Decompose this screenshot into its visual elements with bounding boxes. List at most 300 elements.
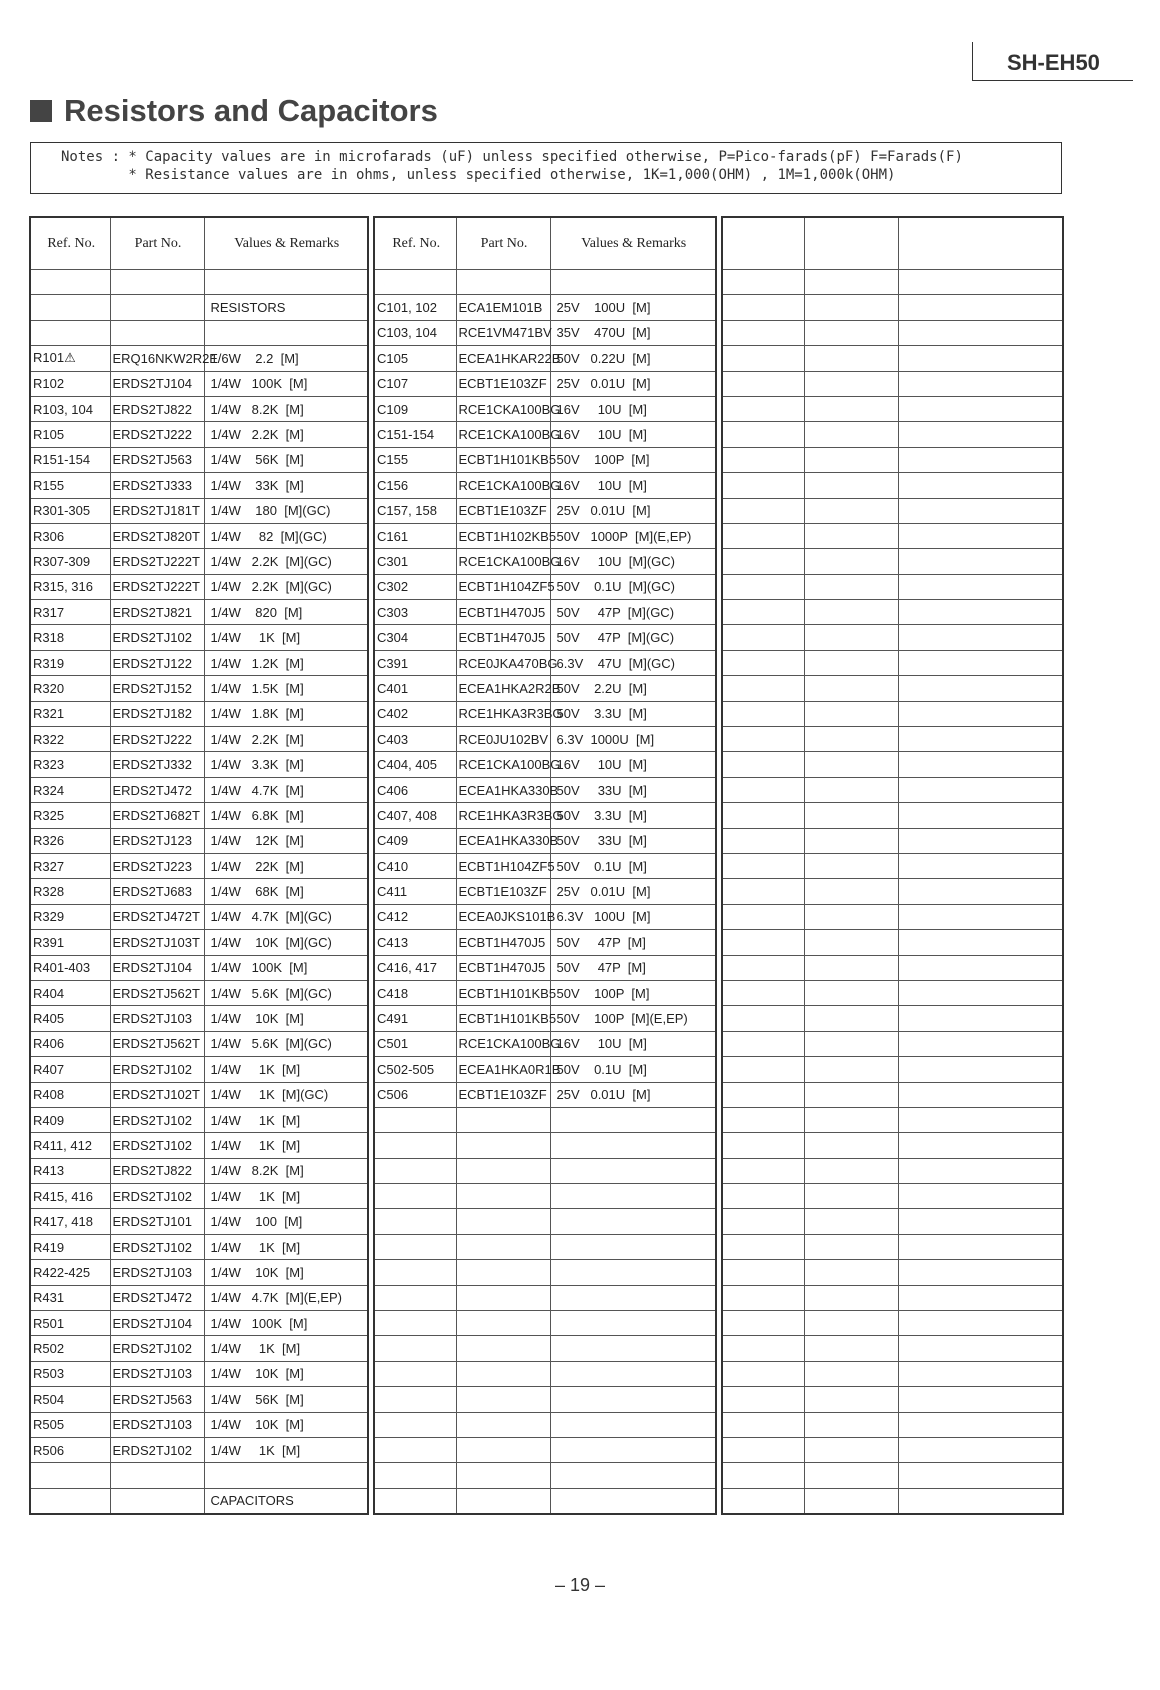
ref-no-cell — [722, 980, 804, 1005]
ref-no-cell: R105 — [30, 422, 110, 447]
values-remarks-cell: 25V 0.01U [M] — [550, 498, 716, 523]
values-remarks-cell: 1/4W 10K [M] — [204, 1361, 368, 1386]
ref-no-cell: C411 — [374, 879, 456, 904]
part-no-cell: ERDS2TJ182 — [110, 701, 204, 726]
values-remarks-cell — [898, 1184, 1063, 1209]
values-remarks-cell: 1/4W 100 [M] — [204, 1209, 368, 1234]
values-remarks-cell: 1/4W 2.2K [M] — [204, 422, 368, 447]
table-row — [722, 1082, 1063, 1107]
table-row — [374, 828, 716, 853]
parts-table-1 — [29, 216, 369, 1515]
table-row — [30, 447, 368, 472]
page-title: Resistors and Capacitors — [64, 93, 438, 128]
table-row — [722, 1463, 1063, 1488]
part-no-cell: ERDS2TJ472 — [110, 777, 204, 802]
part-no-cell: ERDS2TJ472T — [110, 904, 204, 929]
part-no-cell — [804, 523, 898, 548]
values-remarks-cell — [204, 320, 368, 345]
ref-no-cell: R323 — [30, 752, 110, 777]
part-no-cell — [110, 320, 204, 345]
values-remarks-cell: 16V 10U [M](GC) — [550, 549, 716, 574]
table-row — [722, 828, 1063, 853]
ref-no-cell: R306 — [30, 523, 110, 548]
table-row — [722, 1437, 1063, 1462]
values-remarks-cell: 1/4W 82 [M](GC) — [204, 523, 368, 548]
part-no-cell: ECBT1E103ZF — [456, 1082, 550, 1107]
ref-no-cell — [722, 1082, 804, 1107]
table-row — [374, 422, 716, 447]
values-remarks-cell — [898, 980, 1063, 1005]
values-remarks-cell: 1/4W 56K [M] — [204, 1387, 368, 1412]
ref-no-cell — [722, 447, 804, 472]
table-row — [374, 1107, 716, 1132]
part-no-cell: ECBT1H102KB5 — [456, 523, 550, 548]
values-remarks-cell: 35V 470U [M] — [550, 320, 716, 345]
ref-no-cell: C109 — [374, 396, 456, 421]
table-row — [374, 1361, 716, 1386]
part-no-cell — [804, 473, 898, 498]
part-no-cell — [456, 1285, 550, 1310]
part-no-cell — [804, 600, 898, 625]
ref-no-cell: R321 — [30, 701, 110, 726]
values-remarks-cell: 1/4W 4.7K [M](E,EP) — [204, 1285, 368, 1310]
table-row — [374, 1031, 716, 1056]
values-remarks-cell: 50V 100P [M] — [550, 447, 716, 472]
table-row — [374, 346, 716, 371]
table-row — [30, 752, 368, 777]
ref-no-cell — [722, 320, 804, 345]
ref-no-cell — [374, 1260, 456, 1285]
values-remarks-cell: 1/4W 1K [M](GC) — [204, 1082, 368, 1107]
table-row — [30, 1361, 368, 1386]
ref-no-cell — [722, 1285, 804, 1310]
ref-no-cell — [374, 270, 456, 295]
values-remarks-cell — [898, 422, 1063, 447]
table-row — [374, 879, 716, 904]
table-row — [722, 346, 1063, 371]
values-remarks-cell: 50V 3.3U [M] — [550, 803, 716, 828]
values-remarks-cell — [898, 1336, 1063, 1361]
ref-no-cell: C502-505 — [374, 1057, 456, 1082]
values-remarks-cell: 1/4W 33K [M] — [204, 473, 368, 498]
values-remarks-cell — [898, 955, 1063, 980]
part-no-cell: ERDS2TJ102 — [110, 1057, 204, 1082]
ref-no-cell: R315, 316 — [30, 574, 110, 599]
values-remarks-cell: 1/4W 100K [M] — [204, 1311, 368, 1336]
ref-no-cell — [722, 574, 804, 599]
values-remarks-cell — [898, 1209, 1063, 1234]
values-remarks-cell: 50V 47P [M] — [550, 955, 716, 980]
table-row — [30, 574, 368, 599]
ref-no-cell — [722, 1387, 804, 1412]
section-title — [30, 90, 438, 132]
ref-no-cell — [374, 1209, 456, 1234]
ref-no-cell: C407, 408 — [374, 803, 456, 828]
table-row — [722, 1057, 1063, 1082]
table-row — [30, 295, 368, 320]
table-row — [30, 1336, 368, 1361]
part-no-cell: RCE1VM471BV — [456, 320, 550, 345]
ref-no-cell — [722, 422, 804, 447]
ref-no-cell: C416, 417 — [374, 955, 456, 980]
ref-no-cell — [374, 1234, 456, 1259]
table-row — [374, 1082, 716, 1107]
values-remarks-cell: 50V 47P [M] — [550, 930, 716, 955]
values-remarks-cell: 1/4W 2.2K [M] — [204, 727, 368, 752]
ref-no-cell — [722, 498, 804, 523]
values-remarks-cell — [898, 295, 1063, 320]
part-no-cell — [456, 1463, 550, 1488]
values-remarks-cell: 1/4W 10K [M] — [204, 1006, 368, 1031]
table-row — [374, 803, 716, 828]
table-row — [374, 1184, 716, 1209]
ref-no-cell — [722, 955, 804, 980]
part-no-cell: ERDS2TJ563 — [110, 447, 204, 472]
ref-no-cell: C409 — [374, 828, 456, 853]
values-remarks-cell: 50V 47P [M](GC) — [550, 600, 716, 625]
part-no-cell — [804, 1311, 898, 1336]
ref-no-cell — [722, 1260, 804, 1285]
ref-no-cell: C501 — [374, 1031, 456, 1056]
ref-no-cell: C406 — [374, 777, 456, 802]
table-row — [722, 473, 1063, 498]
ref-no-cell — [722, 853, 804, 878]
values-remarks-cell — [898, 650, 1063, 675]
table-row — [722, 752, 1063, 777]
ref-no-cell — [722, 523, 804, 548]
values-remarks-cell: 1/4W 1K [M] — [204, 1234, 368, 1259]
table-row — [374, 904, 716, 929]
table-row — [374, 930, 716, 955]
ref-no-cell — [374, 1285, 456, 1310]
values-remarks-cell — [898, 270, 1063, 295]
header-row — [30, 217, 368, 270]
values-remarks-cell — [898, 549, 1063, 574]
table-row — [722, 955, 1063, 980]
note-resistance: * Resistance values are in ohms, unless specified otherwise, 1K=1,000(OHM) , 1M=1,000k(OHM) — [61, 167, 896, 183]
values-remarks-cell — [898, 777, 1063, 802]
ref-no-cell: R419 — [30, 1234, 110, 1259]
table-row — [374, 1488, 716, 1514]
values-remarks-cell: 50V 0.1U [M] — [550, 853, 716, 878]
table-row — [722, 879, 1063, 904]
table-row — [374, 371, 716, 396]
col-part-no: Part No. — [456, 217, 550, 270]
part-no-cell — [804, 549, 898, 574]
values-remarks-cell: 50V 0.1U [M] — [550, 1057, 716, 1082]
ref-no-cell — [722, 1057, 804, 1082]
ref-no-cell: C302 — [374, 574, 456, 599]
values-remarks-cell: 25V 0.01U [M] — [550, 371, 716, 396]
ref-no-cell — [722, 1107, 804, 1132]
values-remarks-cell: 50V 100P [M] — [550, 980, 716, 1005]
values-remarks-cell: 1/4W 5.6K [M](GC) — [204, 980, 368, 1005]
values-remarks-cell: 1/4W 100K [M] — [204, 371, 368, 396]
part-no-cell — [456, 1209, 550, 1234]
table-row — [722, 1412, 1063, 1437]
values-remarks-cell: 16V 10U [M] — [550, 396, 716, 421]
ref-no-cell: R155 — [30, 473, 110, 498]
table-row — [374, 549, 716, 574]
ref-no-cell — [30, 295, 110, 320]
table-row — [30, 320, 368, 345]
ref-no-cell: C107 — [374, 371, 456, 396]
values-remarks-cell — [898, 574, 1063, 599]
table-row — [30, 1234, 368, 1259]
part-no-cell: ECBT1H104ZF5 — [456, 853, 550, 878]
ref-no-cell — [722, 549, 804, 574]
ref-no-cell: R317 — [30, 600, 110, 625]
ref-no-cell: C491 — [374, 1006, 456, 1031]
table-row — [30, 600, 368, 625]
values-remarks-cell — [898, 1437, 1063, 1462]
part-no-cell: ECBT1H470J5 — [456, 625, 550, 650]
table-row — [722, 1107, 1063, 1132]
ref-no-cell: R505 — [30, 1412, 110, 1437]
part-no-cell — [804, 396, 898, 421]
ref-no-cell — [722, 1437, 804, 1462]
ref-no-cell: C506 — [374, 1082, 456, 1107]
table-row — [30, 523, 368, 548]
part-no-cell — [456, 1412, 550, 1437]
values-remarks-cell: 1/4W 10K [M] — [204, 1260, 368, 1285]
values-remarks-cell — [898, 320, 1063, 345]
values-remarks-cell: 1/4W 4.7K [M](GC) — [204, 904, 368, 929]
table-row — [374, 955, 716, 980]
values-remarks-cell: 16V 10U [M] — [550, 422, 716, 447]
ref-no-cell: R415, 416 — [30, 1184, 110, 1209]
ref-no-cell: C413 — [374, 930, 456, 955]
table-row — [722, 1336, 1063, 1361]
table-row — [722, 904, 1063, 929]
ref-no-cell: C161 — [374, 523, 456, 548]
part-no-cell: ERDS2TJ102 — [110, 1437, 204, 1462]
ref-no-cell — [722, 1184, 804, 1209]
table-row — [722, 1184, 1063, 1209]
values-remarks-cell: 1/4W 1K [M] — [204, 1184, 368, 1209]
part-no-cell: ERDS2TJ104 — [110, 371, 204, 396]
table-row — [30, 1311, 368, 1336]
ref-no-cell: R328 — [30, 879, 110, 904]
values-remarks-cell: 1/4W 1K [M] — [204, 1437, 368, 1462]
part-no-cell — [804, 320, 898, 345]
values-remarks-cell: 6.3V 47U [M](GC) — [550, 650, 716, 675]
part-no-cell: ECEA1HKA330B — [456, 777, 550, 802]
ref-no-cell — [722, 1158, 804, 1183]
values-remarks-cell — [898, 1488, 1063, 1514]
ref-no-cell — [374, 1158, 456, 1183]
part-no-cell — [804, 422, 898, 447]
part-no-cell — [804, 853, 898, 878]
values-remarks-cell: 1/4W 10K [M] — [204, 1412, 368, 1437]
ref-no-cell: R329 — [30, 904, 110, 929]
values-remarks-cell — [898, 1006, 1063, 1031]
values-remarks-cell: 1/4W 1K [M] — [204, 1133, 368, 1158]
ref-no-cell — [374, 1437, 456, 1462]
values-remarks-cell — [898, 346, 1063, 371]
part-no-cell: ECBT1H470J5 — [456, 955, 550, 980]
values-remarks-cell — [898, 371, 1063, 396]
ref-no-cell: C410 — [374, 853, 456, 878]
values-remarks-cell: 50V 2.2U [M] — [550, 676, 716, 701]
model-number: SH-EH50 — [1007, 50, 1100, 75]
ref-no-cell — [722, 1463, 804, 1488]
part-no-cell: ERDS2TJ152 — [110, 676, 204, 701]
values-remarks-cell: 50V 0.1U [M](GC) — [550, 574, 716, 599]
table-row — [30, 777, 368, 802]
ref-no-cell — [722, 828, 804, 853]
col-values-remarks — [898, 217, 1063, 270]
ref-no-cell: R431 — [30, 1285, 110, 1310]
ref-no-cell — [722, 930, 804, 955]
part-no-cell: RCE1CKA100BG — [456, 549, 550, 574]
values-remarks-cell — [898, 473, 1063, 498]
ref-no-cell: C151-154 — [374, 422, 456, 447]
values-remarks-cell — [204, 1463, 368, 1488]
part-no-cell: ERDS2TJ103 — [110, 1260, 204, 1285]
part-no-cell: ECEA1HKA0R1B — [456, 1057, 550, 1082]
table-row — [374, 320, 716, 345]
part-no-cell: ECBT1H470J5 — [456, 930, 550, 955]
ref-no-cell — [374, 1311, 456, 1336]
model-tag — [972, 42, 1133, 81]
ref-no-cell — [722, 625, 804, 650]
values-remarks-cell — [898, 727, 1063, 752]
header-row — [374, 217, 716, 270]
ref-no-cell: C157, 158 — [374, 498, 456, 523]
part-no-cell: ERDS2TJ122 — [110, 650, 204, 675]
values-remarks-cell: 1/6W 2.2 [M] — [204, 346, 368, 371]
part-no-cell: ERDS2TJ103 — [110, 1006, 204, 1031]
part-no-cell — [456, 1361, 550, 1386]
table-row — [30, 346, 368, 371]
values-remarks-cell: 1/4W 56K [M] — [204, 447, 368, 472]
table-row — [30, 1463, 368, 1488]
values-remarks-cell: 25V 0.01U [M] — [550, 1082, 716, 1107]
values-remarks-cell — [898, 523, 1063, 548]
table-row — [374, 270, 716, 295]
ref-no-cell: R503 — [30, 1361, 110, 1386]
part-no-cell — [110, 1463, 204, 1488]
part-no-cell: RCE0JU102BV — [456, 727, 550, 752]
table-row — [722, 549, 1063, 574]
table-row — [722, 1488, 1063, 1514]
part-no-cell — [456, 1260, 550, 1285]
ref-no-cell: R301-305 — [30, 498, 110, 523]
table-row — [722, 625, 1063, 650]
table-row — [722, 422, 1063, 447]
col-ref-no — [722, 217, 804, 270]
table-row — [374, 625, 716, 650]
part-no-cell — [804, 930, 898, 955]
values-remarks-cell — [898, 803, 1063, 828]
part-no-cell — [804, 1057, 898, 1082]
table-row — [30, 1437, 368, 1462]
part-no-cell — [804, 346, 898, 371]
values-remarks-cell: CAPACITORS — [204, 1488, 368, 1514]
ref-no-cell — [722, 701, 804, 726]
ref-no-cell: R325 — [30, 803, 110, 828]
values-remarks-cell — [898, 828, 1063, 853]
ref-no-cell — [374, 1412, 456, 1437]
table-row — [374, 1311, 716, 1336]
table-row — [30, 879, 368, 904]
ref-no-cell — [722, 270, 804, 295]
part-no-cell: ERDS2TJ102 — [110, 1184, 204, 1209]
col-values-remarks: Values & Remarks — [550, 217, 716, 270]
header-row — [722, 217, 1063, 270]
table-row — [374, 1387, 716, 1412]
table-row — [30, 1412, 368, 1437]
part-no-cell: ERDS2TJ223 — [110, 853, 204, 878]
part-no-cell — [804, 676, 898, 701]
part-no-cell — [804, 803, 898, 828]
ref-no-cell — [722, 1006, 804, 1031]
table-row — [722, 320, 1063, 345]
part-no-cell — [804, 1437, 898, 1462]
part-no-cell: ERDS2TJ821 — [110, 600, 204, 625]
table-row — [30, 549, 368, 574]
ref-no-cell — [722, 777, 804, 802]
table-row — [30, 828, 368, 853]
part-no-cell: ECBT1H101KB5 — [456, 447, 550, 472]
ref-no-cell: C155 — [374, 447, 456, 472]
part-no-cell — [804, 1158, 898, 1183]
part-no-cell: ERDS2TJ103 — [110, 1361, 204, 1386]
table-row — [722, 1006, 1063, 1031]
table-row — [374, 1285, 716, 1310]
ref-no-cell: R422-425 — [30, 1260, 110, 1285]
table-row — [30, 1158, 368, 1183]
ref-no-cell — [722, 752, 804, 777]
part-no-cell: ERDS2TJ102 — [110, 1336, 204, 1361]
table-row — [374, 701, 716, 726]
part-no-cell — [804, 727, 898, 752]
table-row — [374, 295, 716, 320]
ref-no-cell — [30, 270, 110, 295]
values-remarks-cell: 1/4W 6.8K [M] — [204, 803, 368, 828]
ref-no-cell — [722, 1488, 804, 1514]
table-row — [30, 1260, 368, 1285]
table-row — [374, 1158, 716, 1183]
part-no-cell: ERDS2TJ104 — [110, 1311, 204, 1336]
table-row — [374, 1412, 716, 1437]
part-no-cell: ERDS2TJ820T — [110, 523, 204, 548]
ref-no-cell: R151-154 — [30, 447, 110, 472]
ref-no-cell — [722, 1031, 804, 1056]
part-no-cell: ERDS2TJ102 — [110, 625, 204, 650]
part-no-cell — [804, 1031, 898, 1056]
table-row — [374, 1234, 716, 1259]
values-remarks-cell: 1/4W 8.2K [M] — [204, 1158, 368, 1183]
table-row — [722, 1031, 1063, 1056]
table-row — [374, 396, 716, 421]
values-remarks-cell — [898, 498, 1063, 523]
values-remarks-cell: 1/4W 5.6K [M](GC) — [204, 1031, 368, 1056]
table-row — [722, 980, 1063, 1005]
part-no-cell — [804, 1361, 898, 1386]
values-remarks-cell — [550, 1209, 716, 1234]
ref-no-cell — [722, 879, 804, 904]
table-row — [722, 498, 1063, 523]
table-row — [30, 1057, 368, 1082]
values-remarks-cell: 50V 47P [M](GC) — [550, 625, 716, 650]
table-row — [374, 777, 716, 802]
part-no-cell: ECBT1H101KB5 — [456, 1006, 550, 1031]
table-row — [374, 1437, 716, 1462]
square-bullet-icon — [30, 100, 52, 122]
table-row — [722, 650, 1063, 675]
